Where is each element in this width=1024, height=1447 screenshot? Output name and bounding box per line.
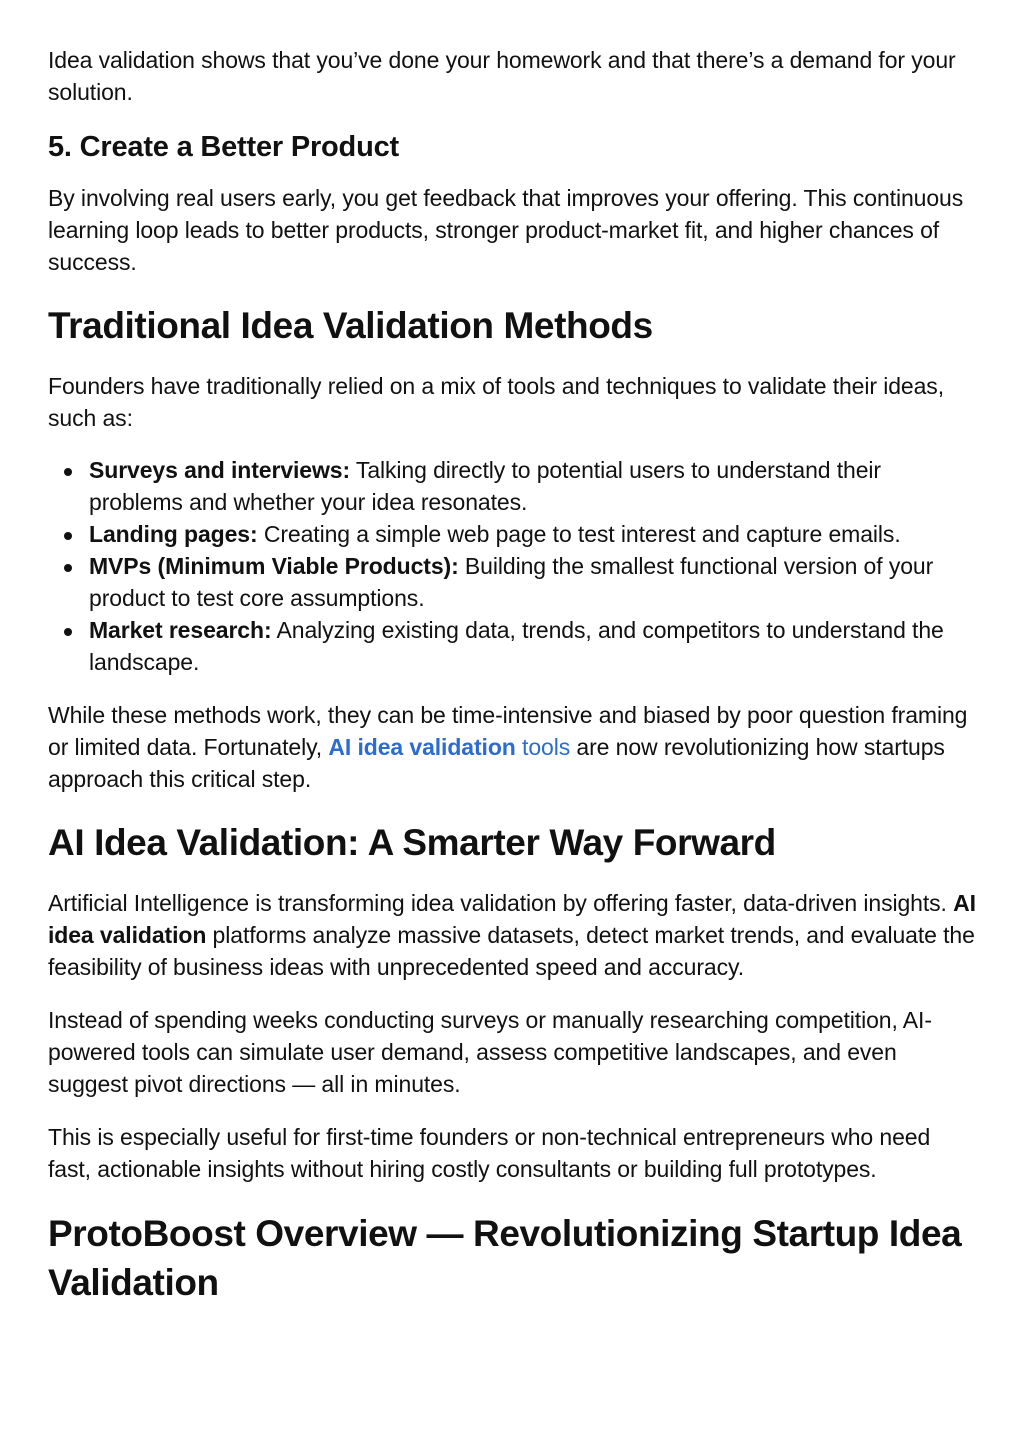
heading-traditional-methods: Traditional Idea Validation Methods <box>48 305 653 346</box>
closing-text-after: are now revolutionizing how startups approach this critical step. <box>48 734 945 792</box>
ai-p1-bold: AI idea validation <box>48 890 976 948</box>
list-item <box>89 518 976 550</box>
create-better-product-paragraph: By involving real users early, you get feedback that improves your offering. This continuous learning loop leads to better products, stronger product-market fit, and higher chances of success. <box>48 185 964 275</box>
ai-paragraph-1 <box>48 887 976 983</box>
link-rest-text: tools <box>515 734 571 760</box>
section-heading-create-better-product: 5. Create a Better Product <box>48 131 399 163</box>
heading-ai-idea-validation: AI Idea Validation: A Smarter Way Forward <box>48 822 776 863</box>
heading-protoboost-overview: ProtoBoost Overview — Revolutionizing Startup Idea Validation <box>48 1213 962 1303</box>
list-item-term: Surveys and interviews: <box>89 457 351 483</box>
list-item-term: Landing pages: <box>89 521 258 547</box>
list-item <box>89 454 976 518</box>
list-item <box>89 614 976 678</box>
ai-p1-before: Artificial Intelligence is transforming idea validation by offering faster, data-driven insights. <box>48 890 954 916</box>
traditional-methods-list <box>48 454 976 678</box>
list-item-term: MVPs (Minimum Viable Products): <box>89 553 459 579</box>
closing-text-before: While these methods work, they can be time-intensive and biased by poor question framing or limited data. Fortunately, <box>48 702 968 760</box>
list-item-term: Market research: <box>89 617 272 643</box>
ai-paragraph-2: Instead of spending weeks conducting surveys or manually researching competition, AI-powered tools can simulate user demand, assess competitive landscapes, and even suggest pivot directions — all in minutes. <box>48 1007 932 1097</box>
ai-idea-validation-tools-link[interactable] <box>328 734 570 760</box>
list-item-desc: Building the smallest functional version of your product to test core assumptions. <box>89 553 934 611</box>
list-item-desc: Creating a simple web page to test interest and capture emails. <box>257 521 901 547</box>
ai-p1-after: platforms analyze massive datasets, detect market trends, and evaluate the feasibility of business ideas with unprecedented speed and accuracy. <box>48 922 975 980</box>
list-item-desc: Talking directly to potential users to understand their problems and whether your idea resonates. <box>89 457 881 515</box>
link-bold-text: AI idea validation <box>328 734 516 760</box>
list-item-desc: Analyzing existing data, trends, and competitors to understand the landscape. <box>89 617 944 675</box>
intro-paragraph: Idea validation shows that you’ve done your homework and that there’s a demand for your solution. <box>48 47 956 105</box>
traditional-intro-paragraph: Founders have traditionally relied on a mix of tools and techniques to validate their ideas, such as: <box>48 373 944 431</box>
list-item <box>89 550 976 614</box>
ai-paragraph-3: This is especially useful for first-time founders or non-technical entrepreneurs who need fast, actionable insights without hiring costly consultants or building full prototypes. <box>48 1124 931 1182</box>
traditional-closing-paragraph <box>48 699 976 795</box>
